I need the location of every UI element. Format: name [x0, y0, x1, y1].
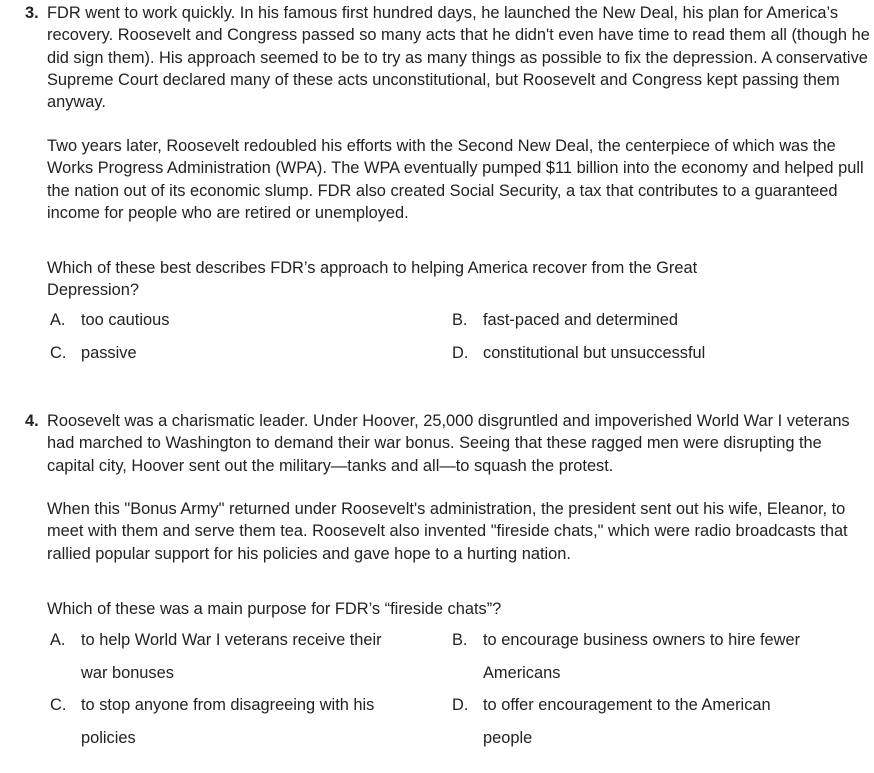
question-prompt: Which of these best describes FDR’s approach to helping America recover from the Great Depression?	[47, 259, 698, 300]
choice-text: too cautious	[81, 311, 170, 329]
choice-letter: B.	[452, 631, 468, 649]
passage-paragraph: When this "Bonus Army" returned under Roosevelt's administration, the president sent out his wife, Eleanor, to meet with them and serve them tea. Roosevelt also invented "fireside chats," which were radio broadcasts that rallied popular support for his policies and gave hope to a hurting nation.	[47, 500, 848, 563]
passage-paragraph: Roosevelt was a charismatic leader. Under Hoover, 25,000 disgruntled and impoverished World War I veterans had marched to Washington to demand their war bonus. Seeing that these ragged men were disrupting the capital city, Hoover sent out the military—tanks and all—to squash the protest.	[47, 412, 850, 475]
choice-letter: B.	[452, 311, 468, 329]
choice-letter: C.	[50, 344, 67, 362]
choice-letter: C.	[50, 696, 67, 714]
choice-text: passive	[81, 344, 137, 362]
choice-letter: D.	[452, 344, 469, 362]
choice-text: fast-paced and determined	[483, 311, 678, 329]
question-number: 3.	[25, 4, 39, 22]
choice-letter: A.	[50, 631, 66, 649]
question-prompt: Which of these was a main purpose for FDR’s “fireside chats”?	[47, 600, 502, 618]
question-number: 4.	[25, 412, 39, 430]
choice-text: constitutional but unsuccessful	[483, 344, 706, 362]
choice-text: to encourage business owners to hire fewer Americans	[483, 631, 801, 682]
choice-text: to stop anyone from disagreeing with his policies	[81, 696, 375, 747]
passage-paragraph: Two years later, Roosevelt redoubled his efforts with the Second New Deal, the centerpiece of which was the Works Progress Administration (WPA). The WPA eventually pumped $11 billion into the economy and helped pull the nation out of its economic slump. FDR also created Social Security, a tax that contributes to a guaranteed income for people who are retired or unemployed.	[47, 137, 864, 222]
choice-letter: A.	[50, 311, 66, 329]
choice-letter: D.	[452, 696, 469, 714]
choice-text: to offer encouragement to the American people	[483, 696, 771, 747]
passage-paragraph: FDR went to work quickly. In his famous first hundred days, he launched the New Deal, his plan for America’s recovery. Roosevelt and Congress passed so many acts that he didn't even have time to read them all (though he did sign them). His approach seemed to be to try as many things as possible to fix the depression. A conservative Supreme Court declared many of these acts unconstitutional, but Roosevelt and Congress kept passing them anyway.	[47, 4, 870, 112]
choice-text: to help World War I veterans receive their war bonuses	[81, 631, 382, 682]
